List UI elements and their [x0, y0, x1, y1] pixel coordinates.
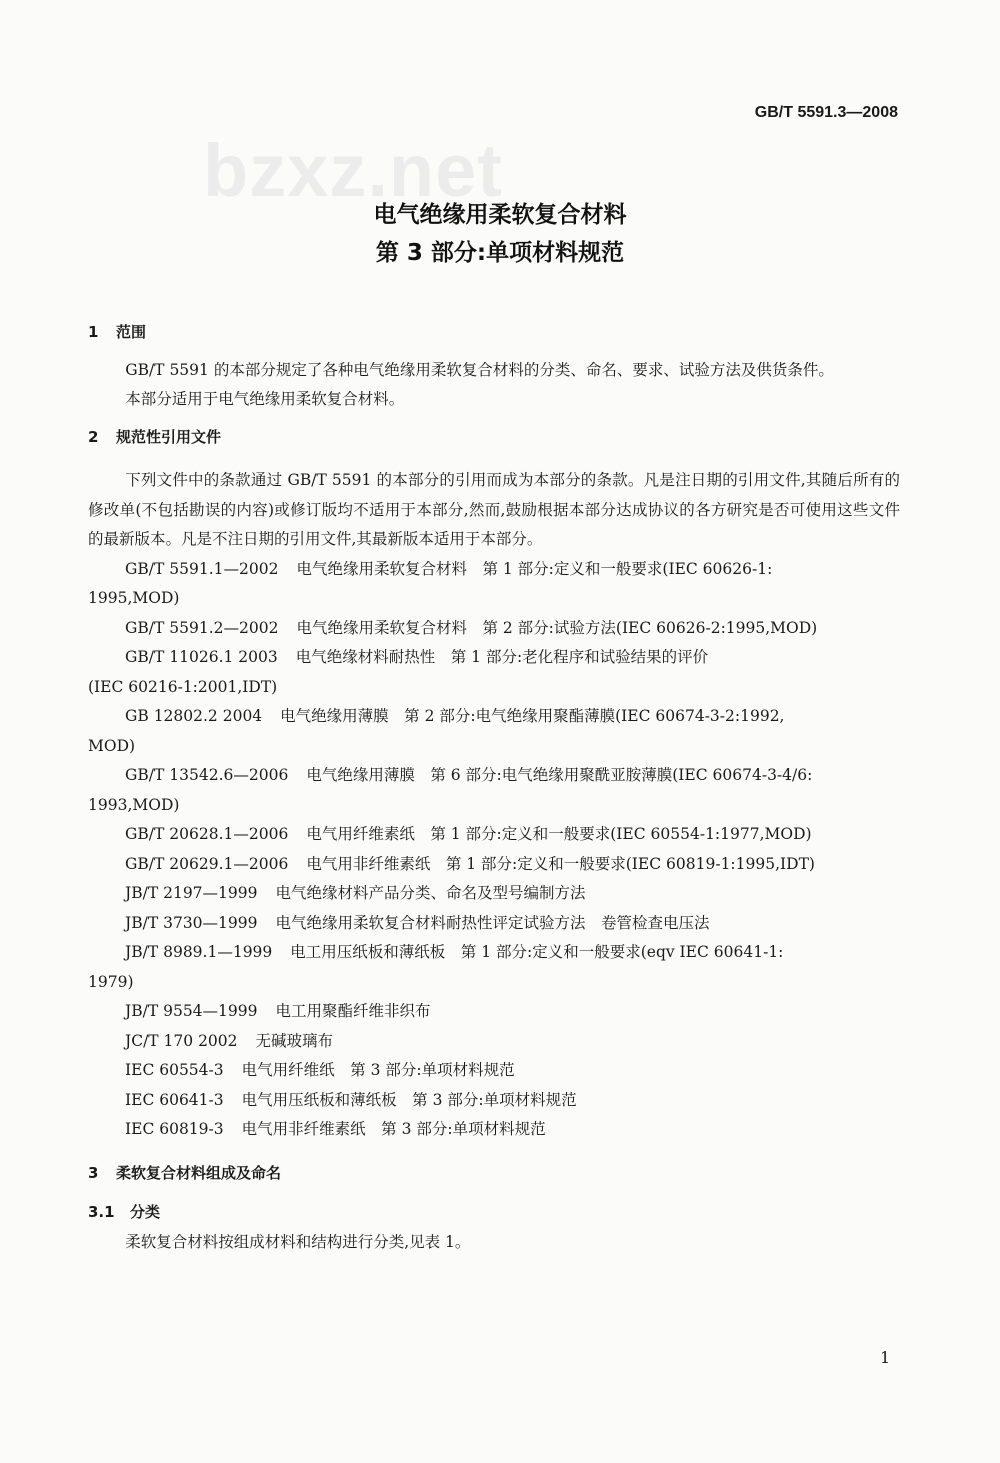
- section-title: 范围: [116, 323, 147, 341]
- reference-item: [88, 909, 900, 939]
- reference-item: [88, 997, 900, 1027]
- section-title: 规范性引用文件: [116, 427, 222, 446]
- reference-title: 电工用压纸板和薄纸板 第 1 部分:定义和一般要求(eqv IEC 60641-1:: [290, 943, 784, 961]
- section-number: 1: [88, 323, 99, 341]
- reference-code: JB/T 9554—1999: [125, 1002, 258, 1020]
- reference-item: [88, 761, 900, 820]
- reference-item: [88, 850, 900, 880]
- reference-item: [88, 643, 900, 702]
- reference-code: GB 12802.2 2004: [125, 707, 263, 725]
- reference-continuation: 1993,MOD): [88, 795, 180, 814]
- section-heading-2: [88, 423, 900, 453]
- subsection-heading-3-1: [88, 1198, 900, 1228]
- subsection-number: 3.1: [88, 1203, 115, 1221]
- page-number: 1: [880, 1348, 891, 1367]
- paragraph: 下列文件中的条款通过 GB/T 5591 的本部分的引用而成为本部分的条款。凡是注日期的引用文件,其随后所有的修改单(不包括勘误的内容)或修订版均不适用于本部分,然而,鼓励根据本部分达成协议的各方研究是否可使用这些文件的最新版本。凡是不注日期的引用文件,其最新版本适用于本部分。: [88, 471, 900, 548]
- reference-title: 电气绝缘用柔软复合材料耐热性评定试验方法 卷管检查电压法: [275, 913, 710, 932]
- section-heading-3: [88, 1159, 900, 1189]
- reference-item: [88, 879, 900, 909]
- reference-item: [88, 555, 900, 614]
- reference-title: 电气绝缘用薄膜 第 6 部分:电气绝缘用聚酰亚胺薄膜(IEC 60674-3-4/6:: [306, 766, 813, 784]
- reference-title: 无碱玻璃布: [255, 1031, 334, 1050]
- reference-code: JC/T 170 2002: [125, 1031, 238, 1050]
- reference-code: GB/T 20628.1—2006: [125, 825, 289, 843]
- reference-item: [88, 1115, 900, 1145]
- reference-title: 电气用纤维纸 第 3 部分:单项材料规范: [241, 1061, 515, 1079]
- reference-item: [88, 1056, 900, 1086]
- reference-item: [88, 1027, 900, 1057]
- section-number: 3: [88, 1163, 99, 1182]
- document-title: 电气绝缘用柔软复合材料: [373, 202, 627, 228]
- reference-title: 电气用压纸板和薄纸板 第 3 部分:单项材料规范: [241, 1090, 577, 1109]
- reference-item: [88, 820, 900, 850]
- document-subtitle: 第 3 部分:单项材料规范: [375, 240, 625, 266]
- section-number: 2: [88, 427, 99, 446]
- standard-code: GB/T 5591.3—2008: [754, 104, 898, 121]
- reference-item: [88, 1086, 900, 1116]
- reference-title: 电气绝缘用薄膜 第 2 部分:电气绝缘用聚酯薄膜(IEC 60674-3-2:1992,: [280, 707, 785, 725]
- subsection-title: 分类: [130, 1203, 161, 1221]
- reference-code: GB/T 20629.1—2006: [125, 854, 289, 873]
- reference-code: GB/T 13542.6—2006: [125, 766, 289, 784]
- reference-code: IEC 60641-3: [125, 1090, 224, 1109]
- reference-title: 电工用聚酯纤维非织布: [275, 1002, 431, 1020]
- reference-title: 电气用非纤维素纸 第 3 部分:单项材料规范: [241, 1120, 546, 1138]
- reference-item: [88, 702, 900, 761]
- reference-continuation: (IEC 60216-1:2001,IDT): [88, 677, 278, 696]
- watermark: bzxz.net: [203, 129, 503, 212]
- paragraph: 本部分适用于电气绝缘用柔软复合材料。: [125, 390, 405, 408]
- reference-title: 电气绝缘材料耐热性 第 1 部分:老化程序和试验结果的评价: [295, 648, 709, 666]
- reference-code: GB/T 5591.1—2002: [125, 559, 279, 578]
- paragraph: 柔软复合材料按组成材料和结构进行分类,见表 1。: [125, 1232, 471, 1251]
- reference-code: GB/T 11026.1 2003: [125, 648, 278, 666]
- reference-continuation: MOD): [88, 736, 136, 755]
- reference-title: 电气用非纤维素纸 第 1 部分:定义和一般要求(IEC 60819-1:1995,IDT): [306, 854, 815, 873]
- section-title: 柔软复合材料组成及命名: [116, 1163, 282, 1182]
- reference-code: JB/T 2197—1999: [125, 884, 258, 902]
- reference-code: IEC 60554-3: [125, 1061, 224, 1079]
- reference-list: [88, 555, 900, 1145]
- reference-item: [88, 938, 900, 997]
- reference-continuation: 1995,MOD): [88, 589, 180, 607]
- reference-continuation: 1979): [88, 972, 134, 991]
- reference-title: 电气绝缘用柔软复合材料 第 1 部分:定义和一般要求(IEC 60626-1:: [296, 559, 773, 578]
- reference-code: JB/T 3730—1999: [125, 913, 258, 932]
- reference-title: 电气用纤维素纸 第 1 部分:定义和一般要求(IEC 60554-1:1977,MOD): [306, 825, 812, 843]
- document-body: [88, 318, 900, 1257]
- section-heading-1: [88, 318, 900, 348]
- reference-code: JB/T 8989.1—1999: [125, 943, 273, 961]
- reference-code: IEC 60819-3: [125, 1120, 224, 1138]
- reference-title: 电气绝缘材料产品分类、命名及型号编制方法: [275, 884, 586, 902]
- reference-code: GB/T 5591.2—2002: [125, 618, 279, 637]
- reference-title: 电气绝缘用柔软复合材料 第 2 部分:试验方法(IEC 60626-2:1995,MOD): [296, 618, 818, 637]
- reference-item: [88, 614, 900, 644]
- paragraph: GB/T 5591 的本部分规定了各种电气绝缘用柔软复合材料的分类、命名、要求、试验方法及供货条件。: [125, 360, 834, 379]
